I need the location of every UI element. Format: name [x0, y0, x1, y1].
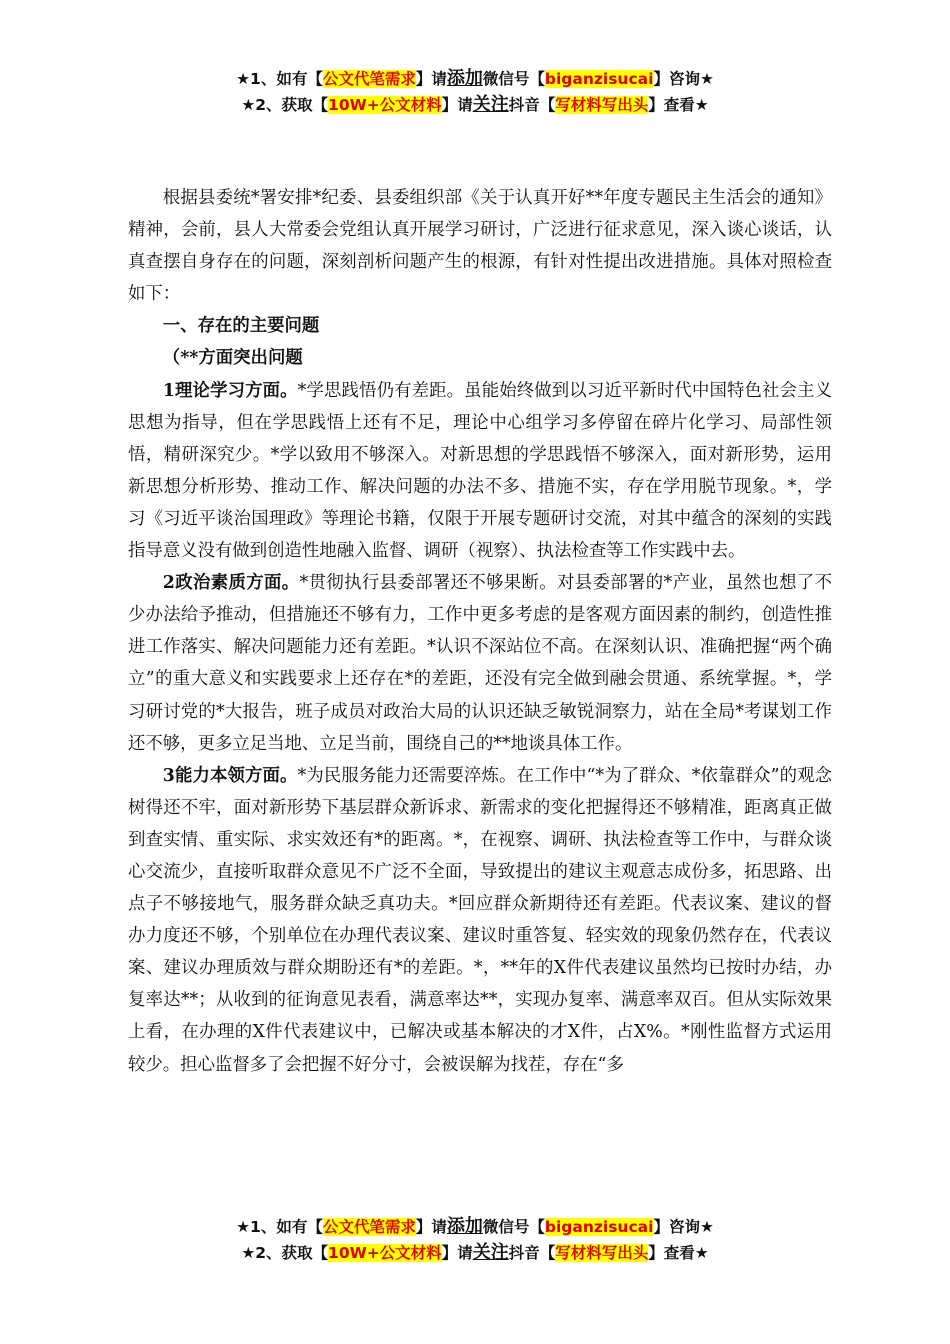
highlight-wechat-id: biganzisucai — [544, 70, 654, 88]
highlight-douyin-account: 写材料写出头 — [555, 1244, 649, 1262]
paragraph-text: *贯彻执行县委部署还不够果断。对县委部署的*产业，虽然也想了不少办法给予推动，但措施还不够有力，工作中更多考虑的是客观方面因素的制约，创造性推进工作落实、解决问题能力还有差距。*认识不深站位不高。在深刻认识、准确把握“两个确立”的重大意义和实践要求上还存在*的差距，还没有完全做到融会贯通、系统掌握。*，学习研讨党的*大报告，班子成员对政治大局的认识还缺乏敏锐洞察力，站在全局*考谋划工作还不够，更多立足当地、立足当前，围绕自己的**地谈具体工作。 — [128, 573, 832, 754]
paragraph-lead: 1理论学习方面。 — [162, 380, 298, 401]
paragraph-theory-study — [128, 375, 832, 568]
banner-text: 微信号【 — [482, 70, 545, 88]
highlight-materials: 10W+公文材料 — [328, 1244, 442, 1262]
banner-text: 】请 — [415, 1218, 447, 1236]
banner-text: 抖音【 — [508, 96, 556, 114]
banner-text: 】查看★ — [648, 96, 709, 114]
paragraph-ability — [128, 760, 832, 1081]
banner-text: ★2、获取【 — [241, 96, 329, 114]
section-heading: 一、存在的主要问题 — [162, 316, 320, 337]
highlight-douyin-account: 写材料写出头 — [555, 96, 649, 114]
banner-text: ★2、获取【 — [241, 1244, 329, 1262]
banner-line-1 — [0, 66, 950, 92]
highlight-service: 公文代笔需求 — [322, 70, 416, 88]
banner-text: 】请 — [415, 70, 447, 88]
header-banner — [0, 66, 950, 118]
banner-text: 】请 — [441, 96, 473, 114]
banner-text: 】请 — [441, 1244, 473, 1262]
paragraph-text: *学思践悟仍有差距。虽能始终做到以习近平新时代中国特色社会主义思想为指导，但在学思践悟上还有不足，理论中心组学习多停留在碎片化学习、局部性领悟，精研深究少。*学以致用不够深入。对新思想的学思践悟不够深入，面对新形势，运用新思想分析形势、推动工作、解决问题的办法不多、措施不实，存在学用脱节现象。*，学习《习近平谈治国理政》等理论书籍，仅限于开展专题研讨交流，对其中蕴含的深刻的实践指导意义没有做到创造性地融入监督、调研（视察）、执法检查等工作实践中去。 — [128, 380, 832, 562]
highlight-materials: 10W+公文材料 — [328, 96, 442, 114]
banner-text: 】咨询★ — [653, 70, 714, 88]
banner-text: 】咨询★ — [653, 1218, 714, 1236]
banner-text: 微信号【 — [482, 1218, 545, 1236]
banner-line-2 — [0, 1240, 950, 1266]
banner-line-2 — [0, 92, 950, 118]
banner-text: 】查看★ — [648, 1244, 709, 1262]
banner-text: ★1、如有【 — [236, 70, 323, 88]
highlight-wechat-id: biganzisucai — [544, 1218, 654, 1236]
sub-heading: （**方面突出问题 — [162, 348, 303, 369]
banner-text: ★1、如有【 — [236, 1218, 323, 1236]
banner-text: 抖音【 — [508, 1244, 556, 1262]
footer-banner — [0, 1214, 950, 1266]
banner-emphasis: 添加 — [446, 1216, 483, 1237]
banner-emphasis: 关注 — [472, 94, 509, 115]
paragraph-lead: 3能力本领方面。 — [162, 765, 298, 786]
banner-emphasis: 添加 — [446, 68, 483, 89]
banner-emphasis: 关注 — [472, 1242, 509, 1263]
highlight-service: 公文代笔需求 — [322, 1218, 416, 1236]
banner-line-1 — [0, 1214, 950, 1240]
paragraph-text: *为民服务能力还需要淬炼。在工作中“*为了群众、*依靠群众”的观念树得还不牢，面对新形势下基层群众新诉求、新需求的变化把握得还不够精准，距离真正做到查实情、重实际、求实效还有*的距离。*，在视察、调研、执法检查等工作中，与群众谈心交流少，直接听取群众意见不广泛不全面，导致提出的建议主观意志成份多，拓思路、出点子不够接地气，服务群众缺乏真功夫。*回应群众新期待还有差距。代表议案、建议的督办力度还不够，个别单位在办理代表议案、建议时重答复、轻实效的现象仍然存在，代表议案、建议办理质效与群众期盼还有*的差距。*，**年的X件代表建议虽然均已按时办结，办复率达**；从收到的征询意见表看，满意率达**，实现办复率、满意率双百。但从实际效果上看，在办理的X件代表建议中，已解决或基本解决的才X件，占X%。*刚性监督方式运用较少。担心监督多了会把握不好分寸，会被误解为找茬，存在“多 — [128, 765, 833, 1075]
intro-paragraph: 根据县委统*署安排*纪委、县委组织部《关于认真开好**年度专题民主生活会的通知》精神，会前，县人大常委会党组认真开展学习研讨，广泛进行征求意见，深入谈心谈话，认真查摆自身存在的问题，深刻剖析问题产生的根源，有针对性提出改进措施。具体对照检查如下： — [128, 188, 832, 305]
paragraph-lead: 2政治素质方面。 — [162, 573, 300, 594]
document-body — [128, 182, 832, 1081]
paragraph-political-quality — [128, 567, 832, 760]
